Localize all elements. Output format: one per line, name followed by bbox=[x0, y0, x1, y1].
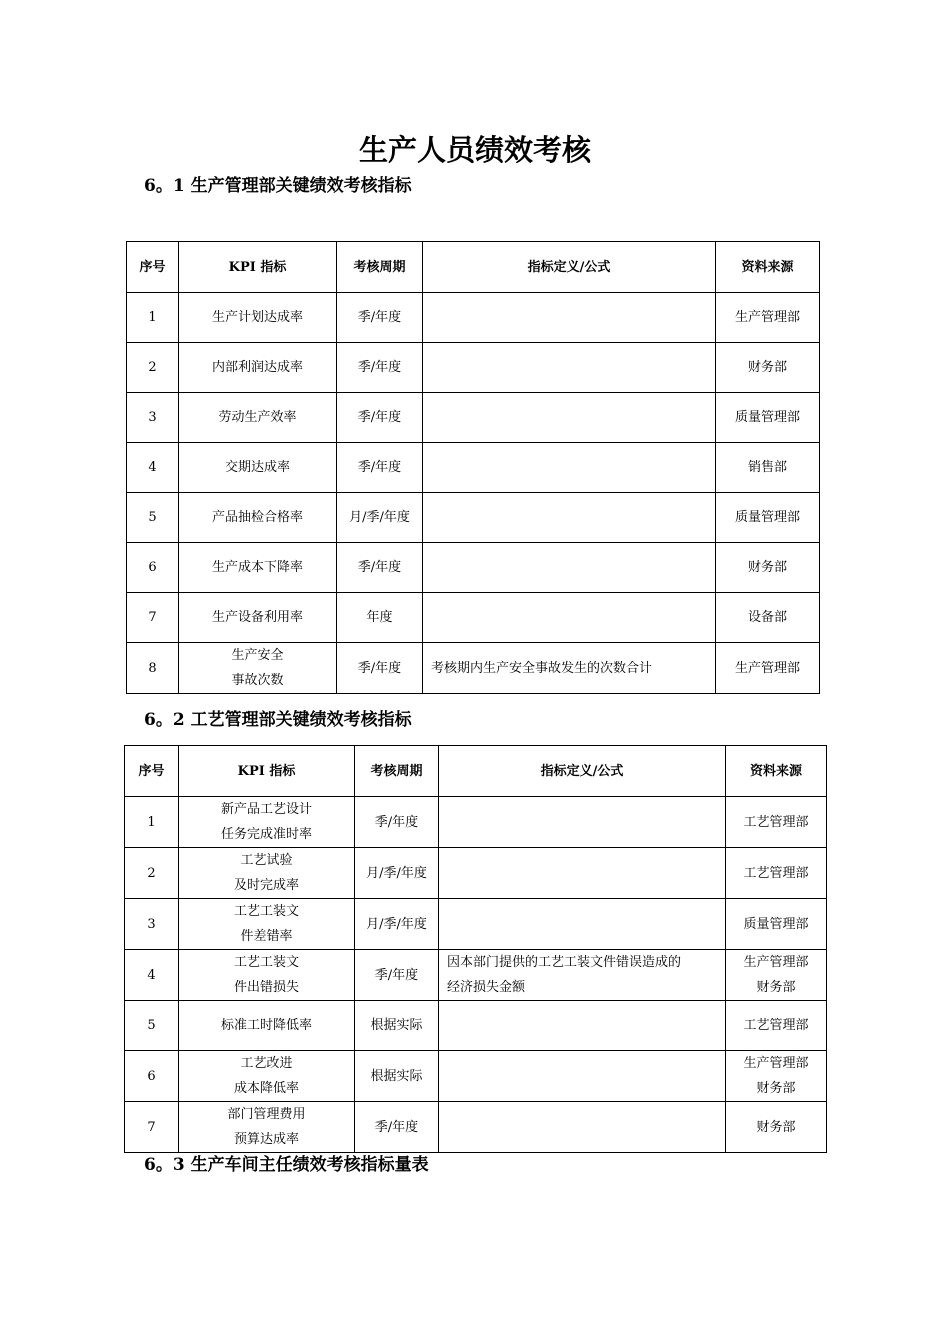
cell-definition bbox=[423, 443, 716, 493]
cell-definition-line: 经济损失金额 bbox=[447, 980, 526, 995]
cell-source-line: 质量管理部 bbox=[743, 916, 809, 932]
cell-kpi bbox=[179, 950, 355, 1001]
cell-source-line: 质量管理部 bbox=[734, 510, 800, 525]
cell-definition bbox=[439, 899, 726, 950]
cell-no: 7 bbox=[125, 1102, 179, 1153]
cell-period: 季/年度 bbox=[337, 343, 423, 393]
cell-kpi-line: 部门管理费用 bbox=[227, 1107, 306, 1122]
cell-definition bbox=[423, 593, 716, 643]
cell-source-line: 财务部 bbox=[756, 980, 796, 995]
cell-period: 月/季/年度 bbox=[337, 493, 423, 543]
cell-kpi bbox=[179, 393, 337, 443]
table-row bbox=[125, 797, 827, 848]
cell-no: 2 bbox=[125, 848, 179, 899]
cell-kpi-line: 工艺改进 bbox=[240, 1056, 293, 1071]
cell-definition bbox=[439, 848, 726, 899]
cell-definition-line: 因本部门提供的工艺工装文件错误造成的 bbox=[447, 955, 682, 970]
cell-definition bbox=[423, 293, 716, 343]
cell-kpi-line: 件差错率 bbox=[240, 929, 293, 944]
cell-source bbox=[716, 493, 820, 543]
cell-kpi-line: 工艺工装文 bbox=[233, 904, 299, 919]
header-source: 资料来源 bbox=[726, 746, 827, 797]
header-period: 考核周期 bbox=[337, 242, 423, 293]
header-source: 资料来源 bbox=[716, 242, 820, 293]
cell-source-line: 生产管理部 bbox=[743, 1056, 809, 1071]
table-row bbox=[125, 1102, 827, 1153]
cell-source-line: 生产管理部 bbox=[734, 310, 800, 325]
table-row bbox=[127, 443, 820, 493]
cell-kpi-line: 产品抽检合格率 bbox=[211, 510, 303, 525]
header-kpi: KPI 指标 bbox=[179, 746, 355, 797]
header-no: 序号 bbox=[127, 242, 179, 293]
cell-kpi bbox=[179, 899, 355, 950]
cell-period: 月/季/年度 bbox=[355, 899, 439, 950]
cell-kpi bbox=[179, 797, 355, 848]
kpi-table-process bbox=[124, 745, 827, 1153]
cell-kpi bbox=[179, 493, 337, 543]
cell-no: 1 bbox=[127, 293, 179, 343]
cell-source-line: 财务部 bbox=[747, 360, 787, 375]
cell-no: 1 bbox=[125, 797, 179, 848]
cell-kpi-line: 劳动生产效率 bbox=[218, 410, 297, 425]
cell-source bbox=[716, 643, 820, 694]
cell-source bbox=[716, 343, 820, 393]
cell-source bbox=[716, 543, 820, 593]
section-heading-workshop: 6。3 生产车间主任绩效考核指标量表 bbox=[144, 1155, 429, 1175]
cell-kpi-line: 生产安全 bbox=[231, 648, 284, 663]
cell-no: 5 bbox=[127, 493, 179, 543]
cell-kpi bbox=[179, 1051, 355, 1102]
cell-definition bbox=[439, 1001, 726, 1051]
table-row bbox=[125, 848, 827, 899]
cell-definition bbox=[423, 493, 716, 543]
cell-no: 3 bbox=[127, 393, 179, 443]
cell-no: 2 bbox=[127, 343, 179, 393]
cell-source bbox=[716, 593, 820, 643]
cell-kpi-line: 标准工时降低率 bbox=[220, 1018, 312, 1033]
cell-kpi bbox=[179, 543, 337, 593]
cell-source bbox=[726, 797, 827, 848]
cell-definition bbox=[423, 543, 716, 593]
cell-source bbox=[726, 1001, 827, 1051]
cell-kpi-line: 成本降低率 bbox=[233, 1081, 299, 1096]
cell-kpi-line: 交期达成率 bbox=[224, 460, 290, 475]
table-row bbox=[127, 293, 820, 343]
table-row bbox=[125, 1001, 827, 1051]
cell-source-line: 财务部 bbox=[747, 560, 787, 575]
cell-kpi bbox=[179, 643, 337, 694]
cell-kpi-line: 预算达成率 bbox=[233, 1132, 299, 1147]
cell-source-line: 工艺管理部 bbox=[743, 814, 809, 830]
table-header-row bbox=[127, 242, 820, 293]
cell-definition bbox=[439, 797, 726, 848]
table-row bbox=[125, 1051, 827, 1102]
cell-source bbox=[726, 950, 827, 1001]
cell-source bbox=[716, 293, 820, 343]
header-no: 序号 bbox=[125, 746, 179, 797]
cell-period: 季/年度 bbox=[355, 797, 439, 848]
table-row bbox=[127, 543, 820, 593]
cell-source-line: 销售部 bbox=[747, 460, 787, 475]
cell-period: 季/年度 bbox=[337, 293, 423, 343]
header-definition: 指标定义/公式 bbox=[423, 242, 716, 293]
cell-kpi bbox=[179, 343, 337, 393]
cell-period: 月/季/年度 bbox=[355, 848, 439, 899]
cell-kpi bbox=[179, 1102, 355, 1153]
cell-kpi-line: 件出错损失 bbox=[233, 980, 299, 995]
header-definition: 指标定义/公式 bbox=[439, 746, 726, 797]
table-row bbox=[127, 343, 820, 393]
cell-definition bbox=[439, 1051, 726, 1102]
cell-kpi bbox=[179, 293, 337, 343]
cell-no: 3 bbox=[125, 899, 179, 950]
cell-kpi-line: 工艺工装文 bbox=[233, 955, 299, 970]
cell-source-line: 生产管理部 bbox=[743, 955, 809, 970]
cell-no: 8 bbox=[127, 643, 179, 694]
cell-no: 6 bbox=[125, 1051, 179, 1102]
header-period: 考核周期 bbox=[355, 746, 439, 797]
cell-kpi-line: 新产品工艺设计 bbox=[220, 802, 312, 817]
cell-source bbox=[716, 443, 820, 493]
cell-source-line: 财务部 bbox=[756, 1081, 796, 1096]
cell-definition bbox=[423, 393, 716, 443]
cell-kpi bbox=[179, 848, 355, 899]
cell-definition bbox=[423, 643, 716, 694]
cell-kpi-line: 及时完成率 bbox=[233, 878, 299, 893]
cell-period: 年度 bbox=[337, 593, 423, 643]
cell-no: 4 bbox=[125, 950, 179, 1001]
cell-period: 根据实际 bbox=[355, 1001, 439, 1051]
cell-period: 季/年度 bbox=[355, 1102, 439, 1153]
section-heading-process: 6。2 工艺管理部关键绩效考核指标 bbox=[144, 710, 412, 730]
cell-no: 6 bbox=[127, 543, 179, 593]
cell-kpi-line: 事故次数 bbox=[231, 673, 284, 688]
cell-source-line: 设备部 bbox=[747, 610, 787, 625]
cell-definition bbox=[439, 950, 726, 1001]
cell-kpi-line: 内部利润达成率 bbox=[211, 360, 303, 375]
cell-source bbox=[726, 899, 827, 950]
cell-source-line: 财务部 bbox=[756, 1119, 796, 1135]
header-kpi: KPI 指标 bbox=[179, 242, 337, 293]
cell-kpi-line: 生产计划达成率 bbox=[211, 310, 303, 325]
table-row bbox=[127, 643, 820, 694]
cell-source bbox=[726, 1051, 827, 1102]
table-row bbox=[127, 393, 820, 443]
cell-kpi-line: 任务完成准时率 bbox=[220, 827, 312, 842]
page-title: 生产人员绩效考核 bbox=[358, 133, 591, 167]
cell-kpi-line: 生产成本下降率 bbox=[211, 560, 303, 575]
cell-kpi bbox=[179, 593, 337, 643]
cell-kpi-line: 生产设备利用率 bbox=[211, 610, 303, 625]
cell-period: 季/年度 bbox=[355, 950, 439, 1001]
cell-period: 季/年度 bbox=[337, 393, 423, 443]
table-row bbox=[125, 950, 827, 1001]
cell-source-line: 生产管理部 bbox=[734, 660, 800, 676]
table-row bbox=[125, 899, 827, 950]
cell-source-line: 质量管理部 bbox=[734, 410, 800, 425]
cell-period: 季/年度 bbox=[337, 643, 423, 694]
table-row bbox=[127, 493, 820, 543]
cell-definition-line: 考核期内生产安全事故发生的次数合计 bbox=[431, 660, 653, 676]
cell-source bbox=[726, 848, 827, 899]
table-header-row bbox=[125, 746, 827, 797]
table-row bbox=[127, 593, 820, 643]
cell-definition bbox=[439, 1102, 726, 1153]
cell-no: 5 bbox=[125, 1001, 179, 1051]
cell-source bbox=[716, 393, 820, 443]
cell-kpi bbox=[179, 1001, 355, 1051]
cell-definition bbox=[423, 343, 716, 393]
cell-source-line: 工艺管理部 bbox=[743, 865, 809, 881]
cell-no: 7 bbox=[127, 593, 179, 643]
kpi-table-production bbox=[126, 241, 820, 694]
cell-source-line: 工艺管理部 bbox=[743, 1018, 809, 1033]
cell-period: 季/年度 bbox=[337, 543, 423, 593]
cell-period: 季/年度 bbox=[337, 443, 423, 493]
cell-no: 4 bbox=[127, 443, 179, 493]
cell-source bbox=[726, 1102, 827, 1153]
cell-kpi bbox=[179, 443, 337, 493]
cell-period: 根据实际 bbox=[355, 1051, 439, 1102]
cell-kpi-line: 工艺试验 bbox=[240, 853, 293, 868]
section-heading-production: 6。1 生产管理部关键绩效考核指标 bbox=[144, 176, 412, 196]
